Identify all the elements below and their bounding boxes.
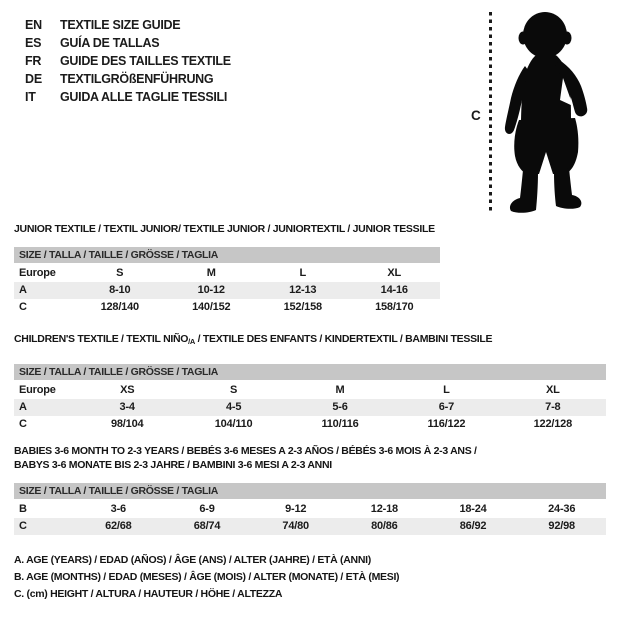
size-cell: 152/158	[283, 301, 322, 313]
language-code: DE	[25, 72, 42, 86]
table-row	[14, 382, 606, 399]
language-label: GUIDE DES TAILLES TEXTILE	[60, 54, 231, 68]
height-measure-dotted-line	[489, 12, 492, 214]
language-list	[25, 16, 231, 106]
table-row	[14, 265, 440, 282]
size-cell: 14-16	[380, 284, 408, 296]
size-cell: XL	[546, 384, 560, 396]
size-cell: 128/140	[100, 301, 139, 313]
size-cell: 4-5	[225, 401, 242, 413]
table-title	[14, 444, 606, 472]
size-cell: 158/170	[375, 301, 414, 313]
size-cell: XS	[120, 384, 135, 396]
language-code: FR	[25, 54, 42, 68]
table-row	[14, 416, 606, 433]
children-size-table	[14, 332, 606, 433]
language-row	[25, 52, 231, 70]
babies-size-table	[14, 444, 606, 535]
size-cell: 3-4	[119, 401, 135, 413]
table-row	[14, 282, 440, 299]
size-cell: 12-18	[370, 503, 398, 515]
language-row	[25, 16, 231, 34]
size-cell: 122/128	[533, 418, 573, 430]
size-cell: S	[230, 384, 238, 396]
table-row	[14, 518, 606, 535]
toddler-silhouette-image	[497, 8, 599, 216]
size-cell: S	[116, 267, 124, 279]
size-cell: 7-8	[545, 401, 561, 413]
table-title-line: BABIES 3-6 MONTH TO 2-3 YEARS / BEBÉS 3-6 MESES A 2-3 AÑOS / BÉBÉS 3-6 MOIS À 2-3 ANS /	[14, 445, 477, 457]
size-cell: 24-36	[548, 503, 576, 515]
table-title: JUNIOR TEXTILE / TEXTIL JUNIOR/ TEXTILE JUNIOR / JUNIORTEXTIL / JUNIOR TESSILE	[14, 223, 435, 235]
size-cell: XL	[387, 267, 402, 279]
size-cell: 5-6	[332, 401, 348, 413]
size-cell: 86/92	[459, 520, 487, 532]
size-cell: 3-6	[110, 503, 126, 515]
row-label: Europe	[19, 267, 56, 279]
legend-note-b: B. AGE (MONTHS) / EDAD (MESES) / ÂGE (MOIS) / ALTER (MONATE) / ETÀ (MESI)	[14, 571, 400, 583]
size-cell: L	[299, 267, 307, 279]
size-cell: 9-12	[285, 503, 307, 515]
language-label: TEXTILGRÖßENFÜHRUNG	[60, 72, 214, 86]
size-cell: 18-24	[459, 503, 487, 515]
size-cell: 74/80	[282, 520, 309, 532]
table-row	[14, 501, 606, 518]
size-cell: M	[206, 267, 216, 279]
row-label: Europe	[19, 384, 56, 396]
size-cell: 98/104	[110, 418, 144, 430]
table-title-line: BABYS 3-6 MONATE BIS 2-3 JAHRE / BAMBINI 3-6 MESI A 2-3 ANNI	[14, 459, 332, 471]
row-label: A	[19, 401, 27, 413]
size-cell: L	[443, 384, 450, 396]
size-cell: 6-9	[199, 503, 215, 515]
language-row	[25, 34, 231, 52]
size-cell: 140/152	[192, 301, 231, 313]
size-cell: 12-13	[289, 284, 317, 296]
size-header-band: SIZE / TALLA / TAILLE / GRÖSSE / TAGLIA	[14, 483, 606, 499]
size-cell: 92/98	[548, 520, 575, 532]
row-label: C	[19, 520, 27, 532]
table-row	[14, 399, 606, 416]
table-row	[14, 299, 440, 316]
size-cell: 6-7	[438, 401, 455, 413]
size-cell: M	[335, 384, 345, 396]
language-row	[25, 70, 231, 88]
language-label: GUÍA DE TALLAS	[60, 36, 160, 50]
row-label: B	[19, 503, 27, 515]
table-title	[14, 332, 606, 349]
language-code: EN	[25, 18, 42, 32]
table-title-subscript: /A	[188, 337, 196, 346]
junior-size-table	[14, 222, 440, 316]
size-cell: 104/110	[214, 418, 253, 430]
table-title-part: / TEXTILE DES ENFANTS / KINDERTEXTIL / BAMBINI TESSILE	[195, 333, 493, 345]
legend-note-a: A. AGE (YEARS) / EDAD (AÑOS) / ÂGE (ANS) / ALTER (JAHRE) / ETÀ (ANNI)	[14, 554, 371, 566]
size-cell: 8-10	[109, 284, 131, 296]
size-cell: 116/122	[427, 418, 466, 430]
size-cell: 80/86	[371, 520, 398, 532]
language-code: ES	[25, 36, 42, 50]
row-label: C	[19, 418, 27, 430]
size-cell: 62/68	[105, 520, 132, 532]
table-title-part: CHILDREN'S TEXTILE / TEXTIL NIÑO	[14, 333, 189, 345]
row-label: C	[19, 301, 27, 313]
size-header-band: SIZE / TALLA / TAILLE / GRÖSSE / TAGLIA	[14, 364, 606, 380]
size-cell: 110/116	[321, 418, 359, 430]
legend-note-c: C. (cm) HEIGHT / ALTURA / HAUTEUR / HÖHE / ALTEZZA	[14, 588, 283, 600]
size-cell: 10-12	[197, 284, 225, 296]
language-label: GUIDA ALLE TAGLIE TESSILI	[60, 90, 228, 104]
language-label: TEXTILE SIZE GUIDE	[60, 18, 181, 32]
legend-notes	[14, 552, 399, 603]
language-row	[25, 88, 231, 106]
size-header-band: SIZE / TALLA / TAILLE / GRÖSSE / TAGLIA	[14, 247, 440, 263]
language-code: IT	[25, 90, 36, 104]
height-measure-letter: C	[471, 108, 481, 123]
row-label: A	[19, 284, 27, 296]
size-cell: 68/74	[193, 520, 221, 532]
